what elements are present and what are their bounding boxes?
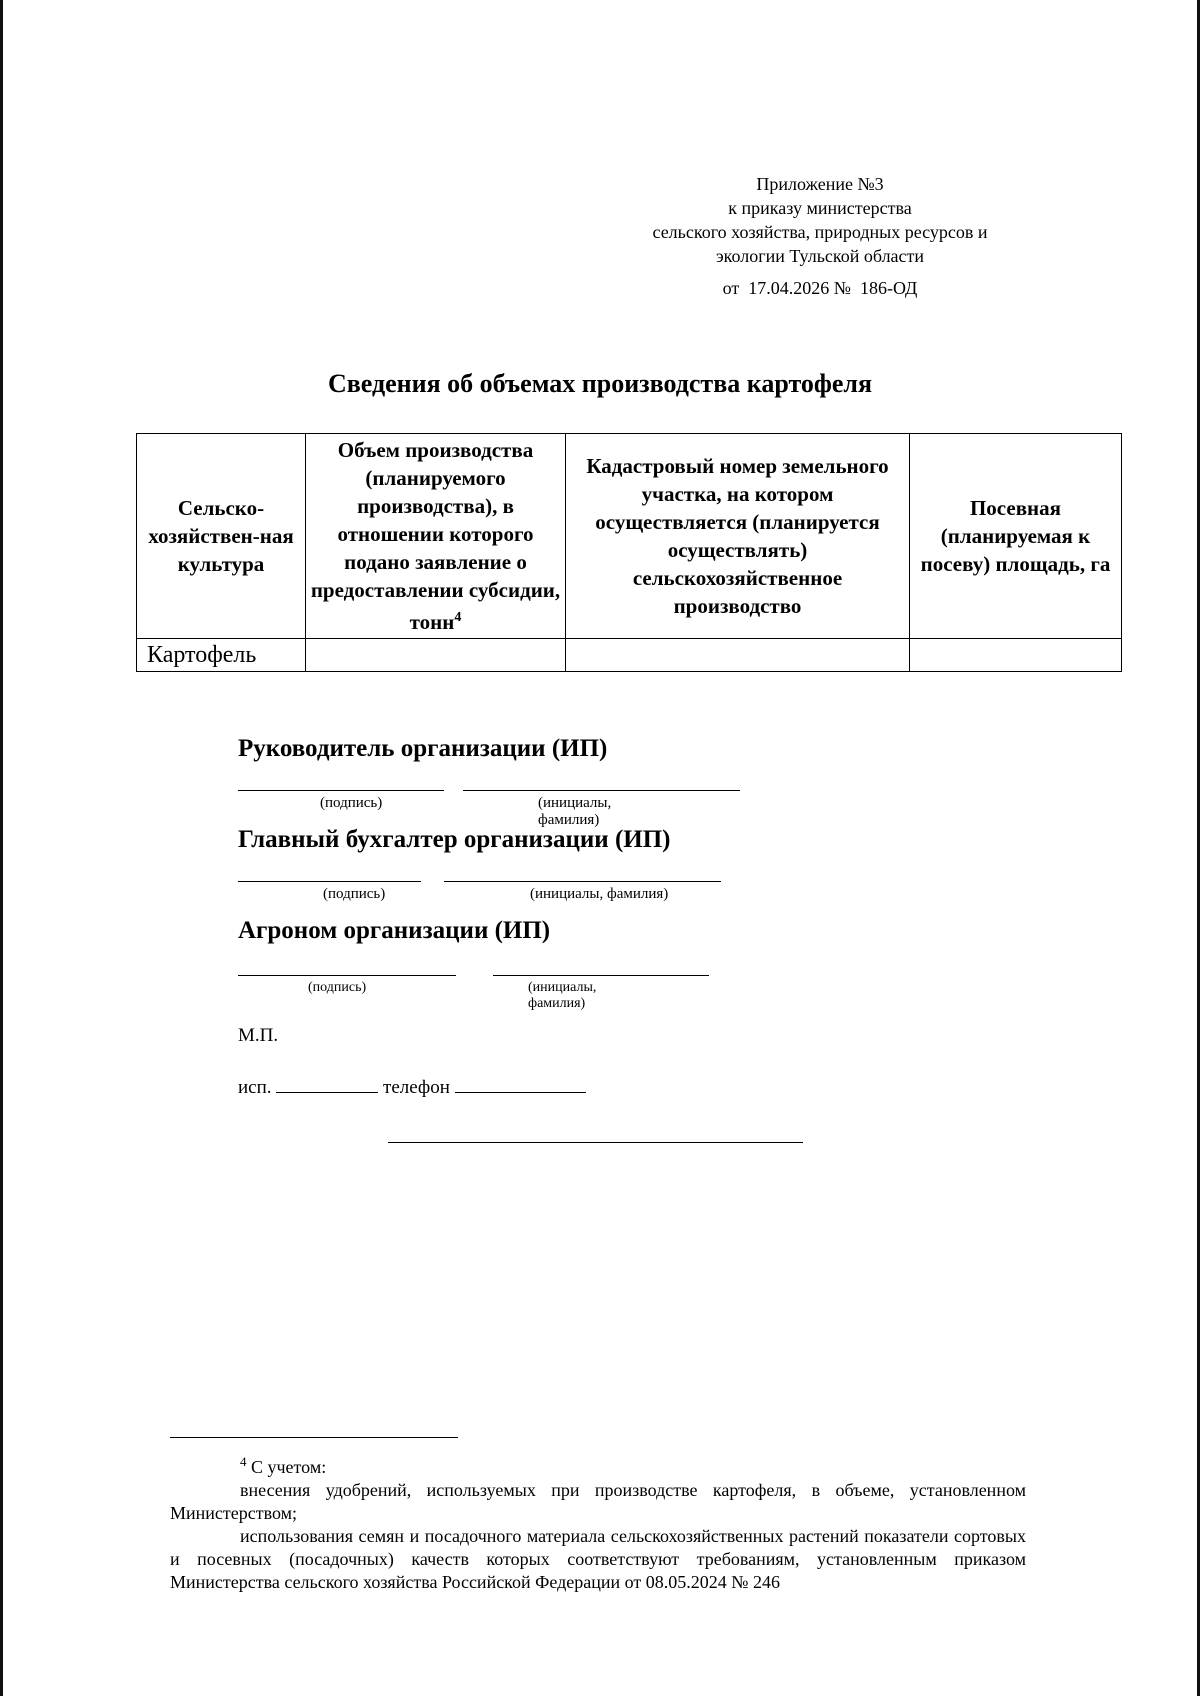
- signature-block-head: [238, 735, 612, 828]
- contact-line: [238, 1076, 586, 1099]
- name-line[interactable]: [444, 881, 721, 882]
- appendix-line: Приложение №3: [756, 174, 884, 194]
- table-cell-volume[interactable]: [306, 639, 566, 672]
- signature-role: Главный бухгалтер организации (ИП): [238, 826, 671, 853]
- appendix-block: [620, 172, 1020, 300]
- footnote-item: использования семян и посадочного материала сельскохозяйственных растений показатели сортовых и посевных (посадочных) качеств которых соответствуют требованиям, установленным приказом Министерства сельского хозяйства Российской Федерации от 08.05.2024 № 246: [170, 1526, 1026, 1592]
- name-line[interactable]: [493, 975, 709, 976]
- signature-line[interactable]: [238, 790, 444, 791]
- table-cell-cadastral[interactable]: [566, 639, 910, 672]
- footnote-item: внесения удобрений, используемых при производстве картофеля, в объеме, установленном Министерством;: [170, 1480, 1026, 1523]
- signature-block-agronomist: [238, 917, 597, 1011]
- table-cell-crop: Картофель: [137, 639, 306, 672]
- phone-field[interactable]: [455, 1076, 586, 1093]
- name-caption: (инициалы, фамилия): [530, 886, 669, 902]
- signature-block-accountant: [238, 826, 671, 902]
- appendix-line: сельского хозяйства, природных ресурсов и: [652, 222, 988, 242]
- appendix-line: экологии Тульской области: [715, 246, 925, 266]
- signature-role: Руководитель организации (ИП): [238, 735, 608, 762]
- name-line[interactable]: [463, 790, 740, 791]
- column-header-area: Посевная (планируемая к посеву) площадь, га: [910, 434, 1122, 639]
- executor-field[interactable]: [276, 1076, 378, 1093]
- footnote: [170, 1450, 1026, 1594]
- footnote-divider: [170, 1437, 458, 1438]
- column-header-crop: Сельско-хозяйствен-ная культура: [137, 434, 306, 639]
- stamp-label: М.П.: [238, 1025, 279, 1046]
- document-end-divider: [388, 1142, 803, 1143]
- name-caption: (инициалы, фамилия): [538, 795, 612, 828]
- column-header-volume: Объем производства (планируемого производства), в отношении которого подано заявление о предоставлении субсидии, тонн$^4$: [306, 434, 566, 639]
- signature-caption: (подпись): [320, 795, 383, 811]
- name-caption: (инициалы, фамилия): [528, 980, 597, 1011]
- signature-caption: (подпись): [323, 886, 386, 902]
- table-header-row: [137, 434, 1122, 639]
- signature-role: Агроном организации (ИП): [238, 917, 551, 944]
- document-title: Сведения об объемах производства картофеля: [327, 369, 873, 398]
- order-number: от 17.04.2026 № 186-ОД: [722, 278, 918, 298]
- appendix-line: к приказу министерства: [728, 198, 912, 218]
- footnote-intro: $^4$ С учетом:: [240, 1454, 327, 1477]
- table-cell-area[interactable]: [910, 639, 1122, 672]
- signature-line[interactable]: [238, 881, 421, 882]
- column-header-cadastral: Кадастровый номер земельного участка, на котором осуществляется (планируется осуществлять) сельскохозяйственное производство: [566, 434, 910, 639]
- signature-line[interactable]: [238, 975, 456, 976]
- production-table: [136, 433, 1122, 672]
- executor-label: исп.: [238, 1077, 272, 1098]
- phone-label: телефон: [383, 1077, 450, 1098]
- signature-caption: (подпись): [308, 980, 367, 995]
- footnote-mark: 4: [240, 1454, 247, 1469]
- page-edge-left: [0, 0, 3, 1696]
- footnote-reference: 4: [454, 610, 462, 625]
- table-row: [137, 639, 1122, 672]
